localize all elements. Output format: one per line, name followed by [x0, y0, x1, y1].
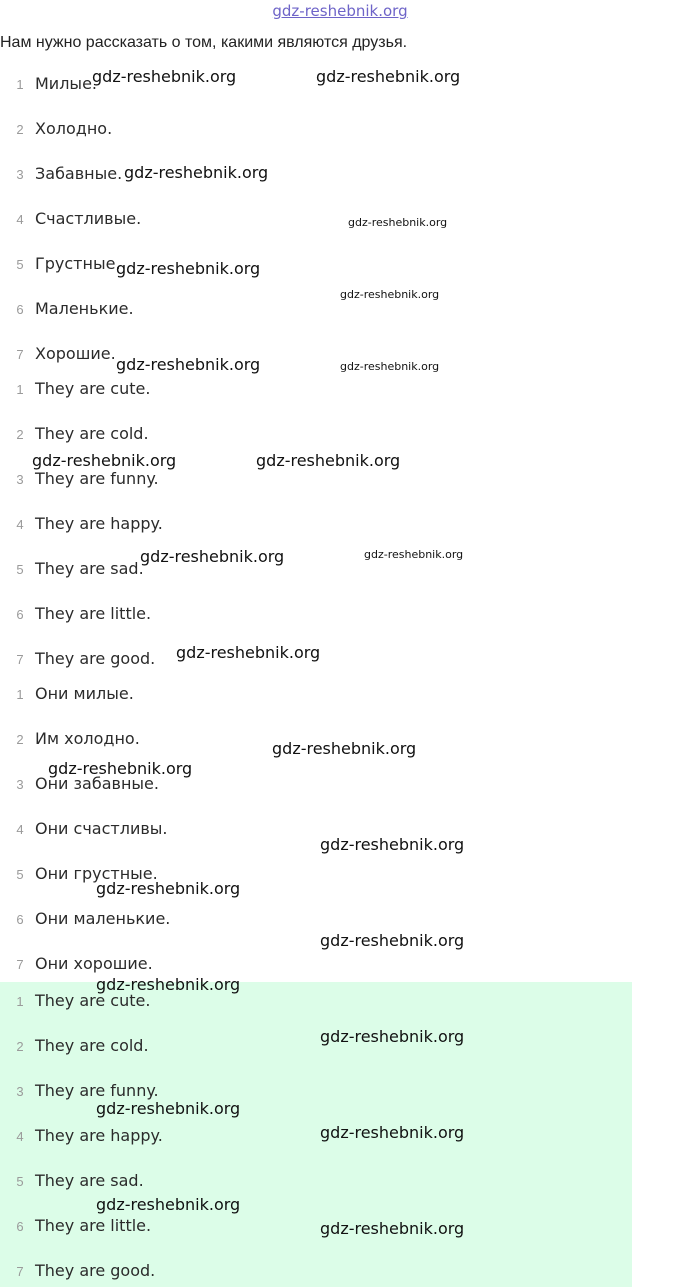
item-number: 6	[16, 912, 24, 927]
watermark: gdz-reshebnik.org	[256, 451, 401, 470]
item-number: 4	[16, 212, 24, 227]
watermark: gdz-reshebnik.org	[364, 548, 464, 561]
item-text: They are good.	[35, 649, 156, 668]
item-number: 1	[16, 77, 24, 92]
item-text: They are cold.	[35, 424, 149, 443]
watermark: gdz-reshebnik.org	[124, 163, 269, 182]
list-item	[0, 898, 632, 943]
item-text: They are little.	[35, 604, 152, 623]
list-item	[0, 673, 632, 718]
list-item	[0, 943, 632, 979]
list-item	[0, 1117, 632, 1162]
list-item	[0, 243, 632, 288]
item-number: 7	[16, 1264, 24, 1279]
item-text: Хорошие.	[35, 344, 116, 363]
item-text: Они забавные.	[35, 774, 159, 793]
watermark: gdz-reshebnik.org	[348, 216, 448, 229]
list-item	[0, 853, 632, 898]
item-number: 2	[16, 122, 24, 137]
item-number: 4	[16, 822, 24, 837]
item-text: Они маленькие.	[35, 909, 171, 928]
item-number: 7	[16, 957, 24, 972]
list-item	[0, 982, 632, 1027]
item-number: 1	[16, 382, 24, 397]
item-text: Они грустные.	[35, 864, 158, 883]
item-text: Они счастливы.	[35, 819, 168, 838]
item-text: They are cute.	[35, 379, 151, 398]
item-text: They are good.	[35, 1261, 156, 1280]
watermark: gdz-reshebnik.org	[340, 288, 440, 301]
item-text: They are cold.	[35, 1036, 149, 1055]
watermark: gdz-reshebnik.org	[96, 975, 241, 994]
item-text: They are funny.	[35, 469, 159, 488]
item-text: Счастливые.	[35, 209, 142, 228]
watermark: gdz-reshebnik.org	[272, 739, 417, 758]
watermark: gdz-reshebnik.org	[340, 360, 440, 373]
watermark: gdz-reshebnik.org	[116, 355, 261, 374]
list-item	[0, 548, 632, 593]
watermark: gdz-reshebnik.org	[320, 931, 465, 950]
section-russian-adjectives	[0, 63, 632, 368]
watermark: gdz-reshebnik.org	[140, 547, 285, 566]
list-item	[0, 198, 632, 243]
watermark: gdz-reshebnik.org	[320, 835, 465, 854]
item-text: They are funny.	[35, 1081, 159, 1100]
item-number: 7	[16, 347, 24, 362]
site-link[interactable]: gdz-reshebnik.org	[272, 2, 408, 20]
item-number: 3	[16, 472, 24, 487]
watermark: gdz-reshebnik.org	[96, 1099, 241, 1118]
item-text: Забавные.	[35, 164, 123, 183]
item-number: 5	[16, 562, 24, 577]
item-text: They are happy.	[35, 1126, 163, 1145]
section-answer-highlighted	[0, 982, 632, 1287]
watermark: gdz-reshebnik.org	[92, 67, 237, 86]
watermark: gdz-reshebnik.org	[96, 1195, 241, 1214]
item-number: 5	[16, 257, 24, 272]
item-number: 4	[16, 1129, 24, 1144]
item-number: 3	[16, 167, 24, 182]
list-item	[0, 1207, 632, 1252]
watermark: gdz-reshebnik.org	[96, 879, 241, 898]
watermark: gdz-reshebnik.org	[320, 1123, 465, 1142]
list-item	[0, 153, 632, 198]
list-item	[0, 503, 632, 548]
item-number: 3	[16, 777, 24, 792]
list-item	[0, 333, 632, 368]
item-number: 2	[16, 732, 24, 747]
item-text: Грустные.	[35, 254, 121, 273]
watermark: gdz-reshebnik.org	[316, 67, 461, 86]
item-number: 7	[16, 652, 24, 667]
item-number: 6	[16, 302, 24, 317]
task-intro: Нам нужно рассказать о том, какими являются друзья.	[0, 34, 408, 51]
item-number: 1	[16, 994, 24, 1009]
item-text: Холодно.	[35, 119, 113, 138]
watermark: gdz-reshebnik.org	[32, 451, 177, 470]
item-text: They are sad.	[35, 1171, 144, 1190]
watermark: gdz-reshebnik.org	[48, 759, 193, 778]
item-number: 2	[16, 427, 24, 442]
list-item	[0, 808, 632, 853]
item-number: 3	[16, 1084, 24, 1099]
item-number: 6	[16, 607, 24, 622]
list-item	[0, 1252, 632, 1287]
list-item	[0, 593, 632, 638]
item-number: 5	[16, 1174, 24, 1189]
item-number: 5	[16, 867, 24, 882]
list-item	[0, 1162, 632, 1207]
list-item	[0, 108, 632, 153]
watermark: gdz-reshebnik.org	[320, 1219, 465, 1238]
item-number: 1	[16, 687, 24, 702]
list-item	[0, 1072, 632, 1117]
list-item	[0, 1027, 632, 1072]
item-number: 4	[16, 517, 24, 532]
watermark: gdz-reshebnik.org	[116, 259, 261, 278]
watermark: gdz-reshebnik.org	[320, 1027, 465, 1046]
item-text: Они хорошие.	[35, 954, 153, 973]
item-text: They are little.	[35, 1216, 152, 1235]
item-number: 6	[16, 1219, 24, 1234]
item-text: They are cute.	[35, 991, 151, 1010]
section-english-translation	[0, 368, 632, 683]
item-number: 2	[16, 1039, 24, 1054]
list-item	[0, 368, 632, 413]
item-text: They are sad.	[35, 559, 144, 578]
item-text: Им холодно.	[35, 729, 140, 748]
list-item	[0, 288, 632, 333]
item-text: Они милые.	[35, 684, 134, 703]
item-text: Милые.	[35, 74, 97, 93]
item-text: They are happy.	[35, 514, 163, 533]
section-russian-sentences	[0, 673, 632, 979]
watermark: gdz-reshebnik.org	[176, 643, 321, 662]
item-text: Маленькие.	[35, 299, 134, 318]
